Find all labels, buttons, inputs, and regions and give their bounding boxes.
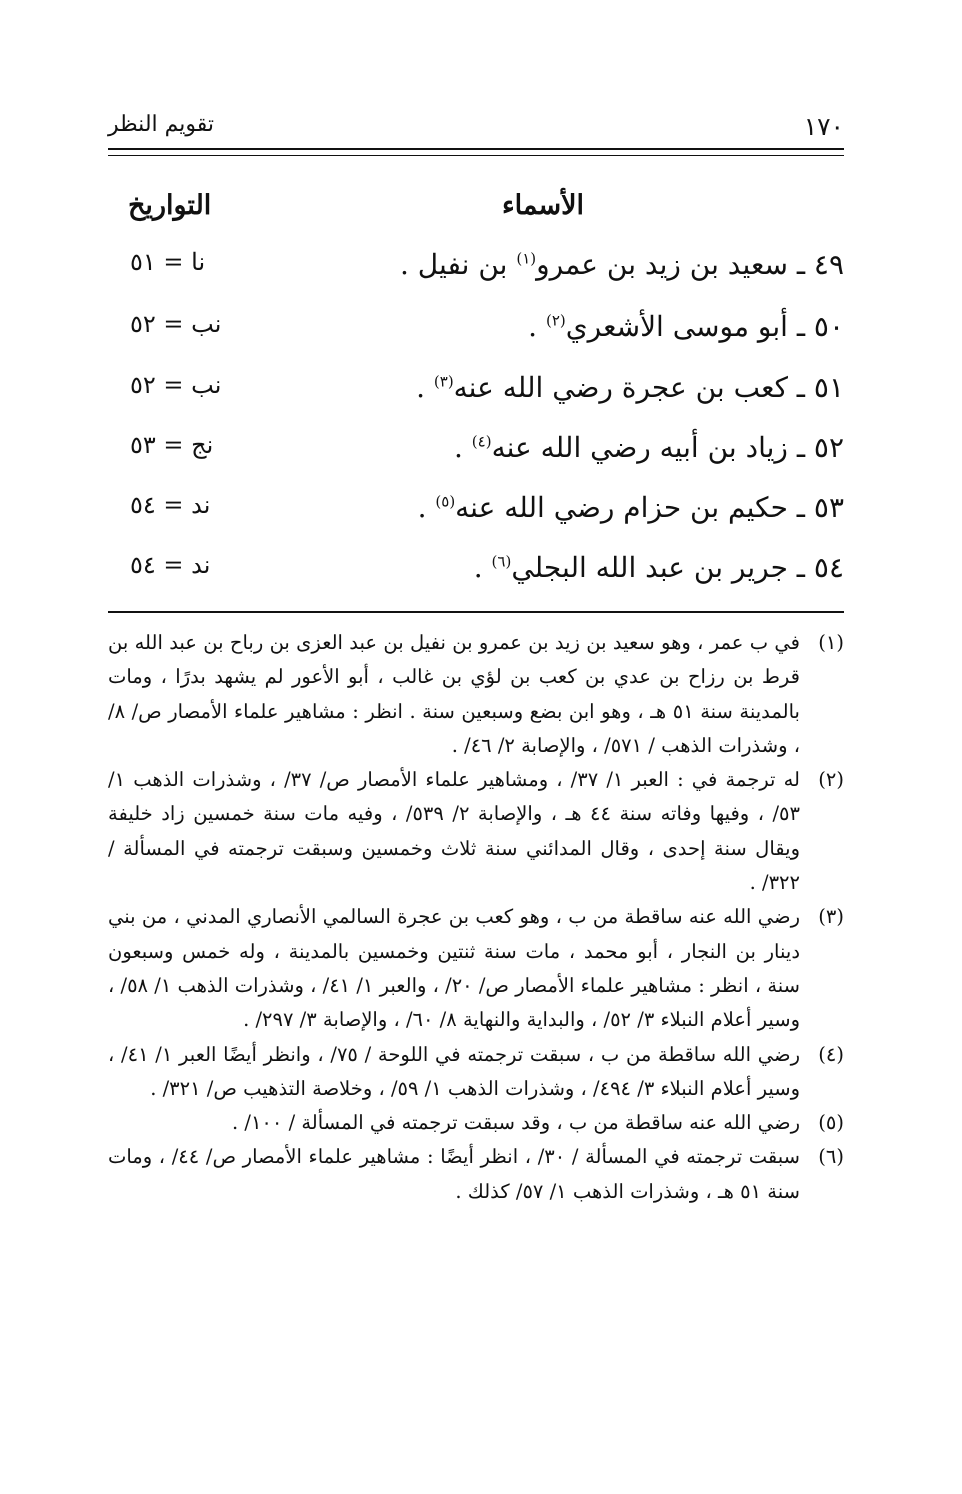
entry-name: ٥٤ ـ جرير بن عبد الله البجلي$^{(٦)}$ . (473, 551, 844, 584)
entry-date: ند = ٥٤ (130, 491, 211, 519)
footnote-number: (٥) (818, 1111, 844, 1135)
footnote-ref: (١) (516, 249, 537, 268)
footnote-number: (١) (818, 631, 844, 654)
name-entry (120, 310, 844, 354)
entry-name: ٥١ ـ كعب بن عجرة رضي الله عنه$^{(٣)}$ . (416, 371, 844, 404)
name-entry (120, 491, 844, 535)
entry-date: نب = ٥٢ (130, 310, 222, 338)
running-header (108, 112, 844, 148)
entry-name: ٥٣ ـ حكيم بن حزام رضي الله عنه$^{(٥)}$ . (417, 491, 844, 524)
name-entry (120, 248, 844, 292)
entry-date: نا = ٥١ (130, 248, 206, 276)
footnote-ref: (٥) (435, 492, 456, 511)
footnote-number: (٤) (818, 1042, 844, 1066)
name-entry (120, 431, 844, 475)
footnotes (108, 626, 844, 1209)
footnote-number: (٣) (818, 905, 844, 929)
footnote-ref: (٣) (433, 372, 454, 391)
footnote-number: (٢) (818, 768, 844, 792)
header-rule (108, 148, 844, 156)
dates-column-heading: التواريخ (128, 190, 212, 221)
footnote-ref: (٤) (471, 432, 492, 451)
entry-name: ٥٠ ـ أبو موسى الأشعري$^{(٢)}$ . (528, 310, 844, 343)
footnote-ref: (٢) (545, 311, 566, 330)
entry-date: نج = ٥٣ (130, 431, 214, 459)
footnote (108, 763, 844, 900)
footnote (108, 1140, 844, 1209)
names-column-heading: الأسماء (501, 190, 584, 221)
footnote-text: سبقت ترجمته في المسألة / ٣٠/ ، انظر أيضًا : مشاهير علماء الأمصار ص/ ٤٤/ ، ومات سنة ٥١ هـ ، وشذرات الذهب ١/ ٥٧/ كذلك . (108, 1145, 801, 1203)
footnote-text: رضي الله ساقطة من ب ، سبقت ترجمته في اللوحة / ٧٥/ ، وانظر أيضًا العبر ١/ ٤١/ ، وسير أعلام النبلاء ٣/ ٤٩٤/ ، وشذرات الذهب ١/ ٥٩/ ، وخلاصة التذهيب ص/ ٣٢١/ . (108, 1042, 800, 1100)
footnote-text: في ب عمر ، وهو سعيد بن زيد بن عمرو بن نفيل بن عبد العزى بن رباح بن عبد الله بن قرط بن رزاح بن عدي بن كعب بن لؤي بن غالب ، أبو الأعور لم يشهد بدرًا ، ومات بالمدينة سنة ٥١ هـ ، وهو ابن بضع وسبعين سنة . انظر : مشاهير علماء الأمصار ص/ ٨/ ، وشذرات الذهب / ٥٧١/ ، والإصابة ٢/ ٤٦/ . (108, 631, 800, 757)
footnote (108, 626, 844, 763)
footnote (108, 1106, 844, 1140)
footnote (108, 1038, 844, 1107)
footnotes-rule (108, 611, 844, 613)
name-entry (120, 371, 844, 415)
name-entry (120, 551, 844, 595)
footnote-text: رضي الله عنه ساقطة من ب ، وقد سبقت ترجمته في المسألة / ١٠٠/ . (231, 1111, 800, 1135)
book-title: تقويم النظر (108, 112, 215, 137)
footnote-text: له ترجمة في : العبر ١/ ٣٧/ ، ومشاهير علماء الأمصار ص/ ٣٧/ ، وشذرات الذهب ١/ ٥٣/ ، وفيها وفاته سنة ٤٤ هـ ، والإصابة ٢/ ٥٣٩/ ، وفيه مات سنة خمسين زاد خليفة ويقال سنة إحدى ، وقال المدائني سنة ثلاث وخمسين وسبقت ترجمته في المسألة / ٣٢٢/ . (108, 768, 800, 895)
entry-name: ٥٢ ـ زياد بن أبيه رضي الله عنه$^{(٤)}$ . (453, 431, 844, 464)
entry-date: ند = ٥٤ (130, 551, 211, 579)
page-number: ١٧٠ (803, 112, 844, 141)
footnote-number: (٦) (818, 1145, 844, 1169)
footnote-text: رضي الله عنه ساقطة من ب ، وهو كعب بن عجرة السالمي الأنصاري المدني ، من بني دينار بن النجار ، أبو محمد ، مات سنة ثنتين وخمسين بالمدينة ، وله خمس وسبعون سنة ، انظر : مشاهير علماء الأمصار ص/ ٢٠/ ، والعبر ١/ ٤١/ ، وشذرات الذهب ١/ ٥٨/ ، وسير أعلام النبلاء ٣/ ٥٢/ ، والبداية والنهاية ٨/ ٦٠/ ، والإصابة ٣/ ٢٩٧/ . (108, 905, 800, 1032)
footnote-ref: (٦) (491, 552, 512, 571)
footnote (108, 900, 844, 1037)
entry-name: ٤٩ ـ سعيد بن زيد بن عمرو$^{(١)}$ بن نفيل . (400, 248, 844, 281)
entry-date: نب = ٥٢ (130, 371, 222, 399)
